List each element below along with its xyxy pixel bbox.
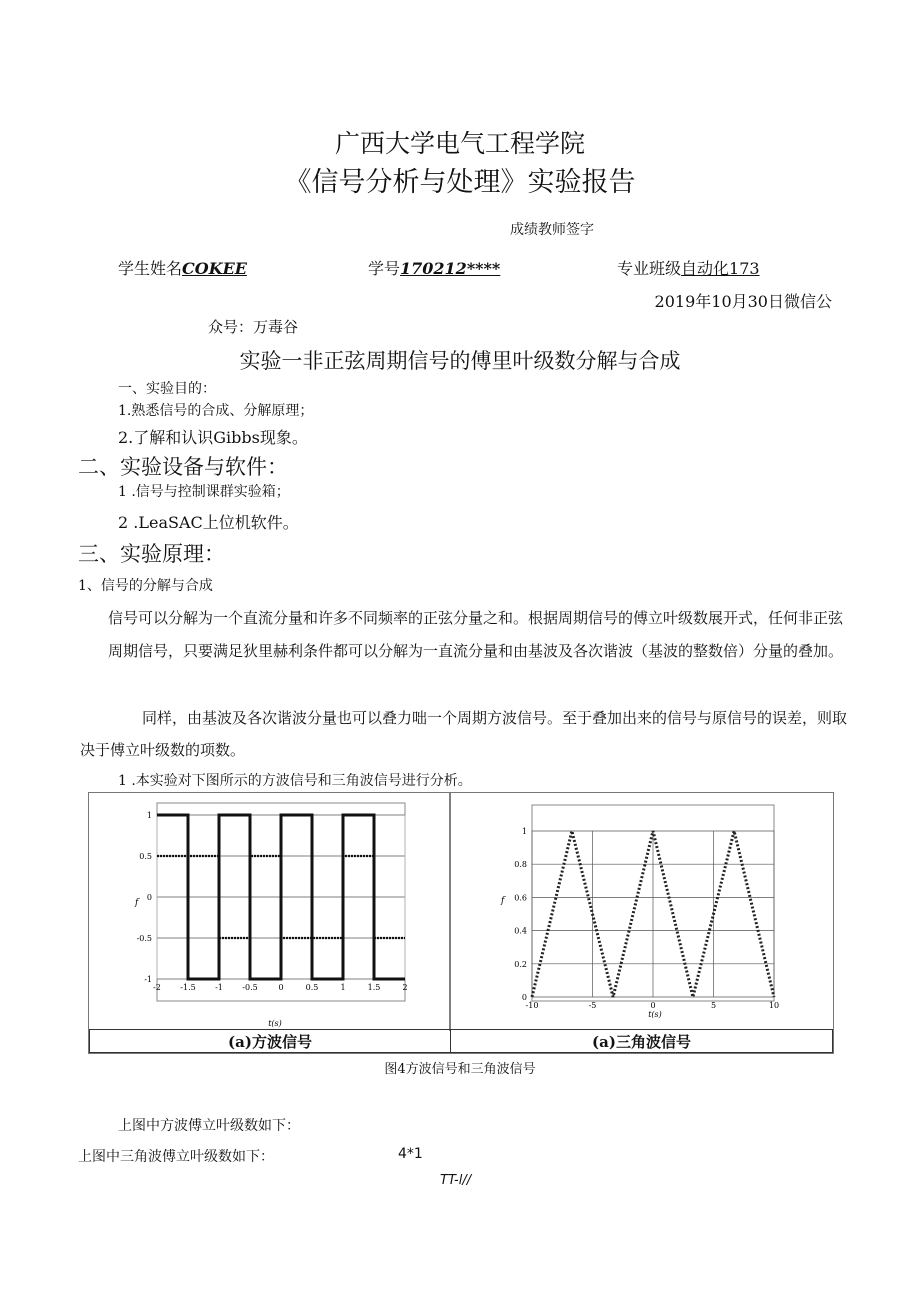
student-name-value: COKEE	[182, 259, 247, 278]
square-x-tick-label: -1.5	[180, 983, 196, 992]
report-date: 2019年10月30日微信公	[654, 292, 832, 311]
triangle-y-ticks	[514, 827, 527, 1002]
figure-svg	[89, 793, 835, 1055]
triangle-y-label: f	[501, 896, 505, 906]
student-id-label: 学号	[368, 259, 401, 278]
square-y-tick-label: 0.5	[139, 852, 152, 861]
triangle-y-tick-label: 0.6	[514, 893, 527, 903]
section1-heading: 一、实验目的：	[118, 381, 216, 397]
square-wave-chart	[134, 803, 408, 1028]
triangle-y-tick-label: 1	[521, 827, 527, 836]
square-series-line: 上图中方波傅立叶级数如下：	[118, 1118, 300, 1134]
figure-frame	[88, 792, 834, 1054]
triangle-y-tick-label: 0.8	[514, 860, 527, 870]
figure-caption-right: (a)三角波信号	[450, 1029, 833, 1053]
triangle-y-tick-label: 0	[521, 993, 527, 1002]
formula-fragment-2: TT-l//	[440, 1173, 472, 1188]
square-x-tick-label: -0.5	[242, 983, 258, 992]
formula-fragment: 4*1	[398, 1146, 423, 1162]
student-id-value: 170212****	[400, 259, 501, 278]
square-y-ticks	[137, 811, 152, 984]
section1-item-2: 2.了解和认识Gibbs现象。	[118, 428, 308, 447]
triangle-wave-chart	[500, 805, 779, 1019]
square-x-tick-label: -2	[153, 983, 161, 992]
figure-caption: 图4方波信号和三角波信号	[384, 1062, 536, 1077]
square-y-label: f	[135, 898, 139, 908]
section2-item-1: 1 .信号与控制课群实验箱；	[118, 484, 290, 500]
triangle-x-tick-label: -10	[525, 1001, 539, 1010]
section2-heading: 二、实验设备与软件：	[78, 455, 288, 479]
square-x-tick-label: 1	[340, 983, 346, 992]
square-x-tick-label: 1.5	[367, 983, 381, 992]
grade-signature-label: 成绩教师签字	[510, 222, 594, 238]
triangle-y-tick-label: 0.2	[514, 959, 527, 969]
student-id-field	[368, 256, 500, 279]
section3-heading: 三、实验原理：	[78, 542, 225, 566]
principle-paragraph-2: 同样，由基波及各次谐波分量也可以叠力咄一个周期方波信号。至于叠加出来的信号与原信号的误差，则取决于傅立叶级数的项数。	[80, 709, 848, 759]
square-y-tick-label: -1	[144, 975, 152, 984]
triangle-x-tick-label: 5	[710, 1001, 717, 1010]
triangle-series-line: 上图中三角波傅立叶级数如下：	[78, 1149, 274, 1165]
square-x-ticks	[153, 983, 407, 992]
square-x-tick-label: 0	[278, 983, 284, 992]
university-title: 广西大学电气工程学院	[334, 129, 585, 158]
section1-item-1: 1.熟悉信号的合成、分解原理；	[118, 403, 314, 419]
wechat-account: 众号：万毒谷	[208, 318, 299, 336]
square-x-tick-label: 0.5	[305, 983, 319, 992]
square-y-tick-label: 1	[146, 811, 152, 820]
triangle-y-tick-label: 0.4	[514, 926, 527, 936]
section3-sub-heading: 1、信号的分解与合成	[78, 578, 213, 594]
triangle-x-label: t(s)	[648, 1010, 662, 1019]
student-class-field	[617, 256, 760, 279]
student-name-field	[118, 256, 247, 279]
triangle-x-ticks	[526, 1001, 780, 1010]
section2-item-2: 2 .LeaSAC上位机软件。	[118, 513, 299, 532]
student-name-label: 学生姓名	[118, 259, 183, 278]
square-y-tick-label: 0	[146, 893, 152, 902]
triangle-x-tick-label: -5	[588, 1001, 597, 1010]
square-x-label: t(s)	[268, 1019, 282, 1028]
square-x-tick-label: 2	[402, 983, 408, 992]
student-class-label: 专业班级	[617, 259, 682, 278]
figure-caption-left: (a)方波信号	[89, 1029, 451, 1053]
triangle-grid	[532, 831, 774, 997]
triangle-x-tick-label: 0	[650, 1001, 656, 1010]
principle-paragraph-1: 信号可以分解为一个直流分量和许多不同频率的正弦分量之和。根据周期信号的傅立叶级数展开式，任何非正弦周期信号，只要满足狄里赫利条件都可以分解为一直流分量和由基波及各次谐波（基波的整数倍）分量的叠加。	[108, 609, 844, 660]
student-class-value: 自动化173	[681, 259, 760, 278]
experiment-title: 实验一非正弦周期信号的傅里叶级数分解与合成	[239, 349, 681, 373]
square-x-tick-label: -1	[215, 983, 223, 992]
square-y-tick-label: -0.5	[136, 934, 152, 943]
triangle-x-tick-label: 10	[768, 1001, 780, 1010]
principle-item-1: 1 .本实验对下图所示的方波信号和三角波信号进行分析。	[118, 773, 472, 789]
report-title: 《信号分析与处理》实验报告	[284, 167, 636, 198]
